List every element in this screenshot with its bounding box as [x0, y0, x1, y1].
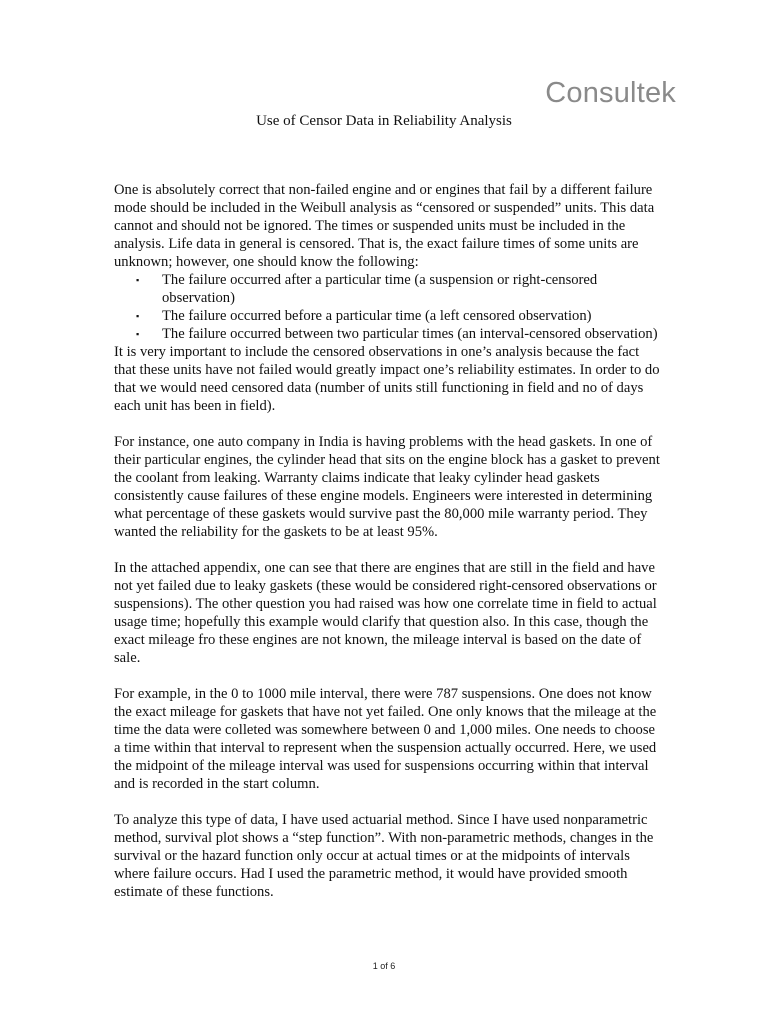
bullet-marker-icon: ▪ — [136, 275, 140, 285]
paragraph-intro: One is absolutely correct that non-failed engine and or engines that fail by a different failure mode should be included in the Weibull analysis as “censored or suspended” units. This data cannot and should not be ignored. The times or suspended units must be included in the analysis. Life data in general is censored. That is, the exact failure times of some units are unknown; however, one should know the following: — [114, 182, 655, 270]
censoring-types-list — [114, 271, 662, 343]
document-body — [114, 181, 662, 901]
paragraph-interval-example: For example, in the 0 to 1000 mile interval, there were 787 suspensions. One does not know the exact mileage for gaskets that have not yet failed. One only knows that the mileage at the time the data were colleted was somewhere between 0 and 1,000 miles. One needs to choose a time within that interval to represent when the suspension actually occurred. Here, we used the midpoint of the mileage interval was used for suspensions occurring within that interval and is recorded in the start column. — [114, 686, 657, 792]
brand-logo-text: Consultek — [545, 77, 676, 109]
list-item-text: The failure occurred before a particular time (a left censored observation) — [162, 308, 592, 324]
list-item — [136, 307, 662, 325]
list-item — [136, 325, 662, 343]
page-number: 1 of 6 — [372, 961, 396, 971]
document-title: Use of Censor Data in Reliability Analysis — [256, 113, 512, 129]
paragraph-spacer — [114, 541, 662, 559]
bullet-marker-icon: ▪ — [136, 311, 140, 321]
paragraph-appendix: In the attached appendix, one can see that there are engines that are still in the field and have not yet failed due to leaky gaskets (these would be considered right-censored observations or suspensions). The other question you had raised was how one correlate time in field to actual usage time; hopefully this example would clarify that question also. In this case, though the exact mileage fro these engines are not known, the mileage interval is based on the date of sale. — [114, 560, 657, 666]
paragraph-spacer — [114, 793, 662, 811]
list-item-text: The failure occurred after a particular time (a suspension or right-censored observation) — [162, 272, 598, 306]
paragraph-spacer — [114, 667, 662, 685]
paragraph-method: To analyze this type of data, I have used actuarial method. Since I have used nonparametric method, survival plot shows a “step function”. With non-parametric methods, changes in the survival or the hazard function only occur at actual times or at the midpoints of intervals where failure occurs. Had I used the parametric method, it would have provided smooth estimate of these functions. — [114, 812, 654, 900]
paragraph-importance: It is very important to include the censored observations in one’s analysis because the fact that these units have not failed would greatly impact one’s reliability estimates. In order to do that we would need censored data (number of units still functioning in field and no of days each unit has been in field). — [114, 344, 660, 414]
list-item — [136, 271, 662, 307]
list-item-text: The failure occurred between two particular times (an interval-censored observation) — [162, 326, 658, 342]
paragraph-spacer — [114, 415, 662, 433]
paragraph-example-gaskets: For instance, one auto company in India is having problems with the head gaskets. In one of their particular engines, the cylinder head that sits on the engine block has a gasket to prevent the coolant from leaking. Warranty claims indicate that leaky cylinder head gaskets consistently cause failures of these engine models. Engineers were interested in determining what percentage of these gaskets would survive past the 80,000 mile warranty period. They wanted the reliability for the gaskets to be at least 95%. — [114, 434, 660, 540]
bullet-marker-icon: ▪ — [136, 329, 140, 339]
